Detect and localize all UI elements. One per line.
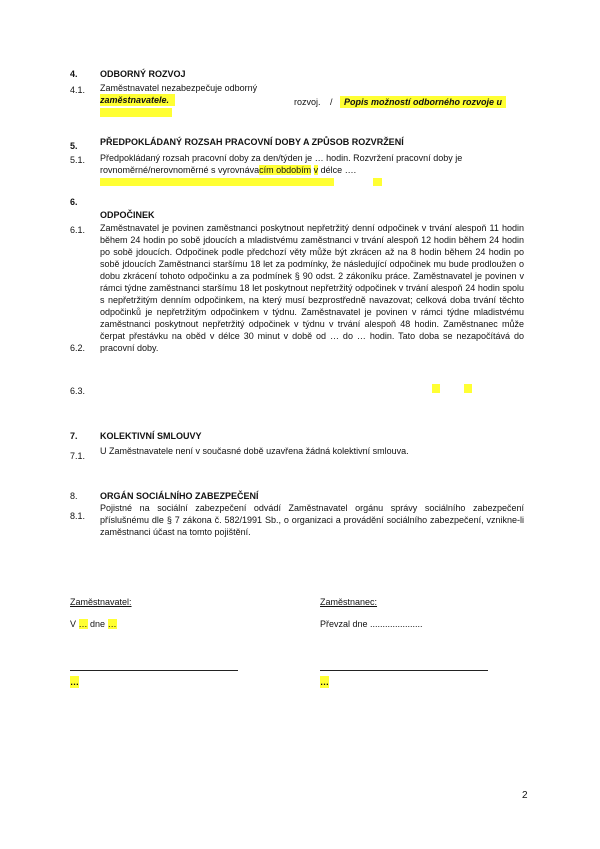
- section-5-1-text-line2: [100, 164, 356, 176]
- employer-place-date: [70, 618, 117, 630]
- section-4-number: 4.: [70, 69, 78, 79]
- section-5-1-text-e: délce ….: [318, 165, 357, 175]
- employee-signature-line: [320, 670, 488, 671]
- section-6-2-number: 6.2.: [70, 343, 86, 353]
- employer-name-placeholder: …: [70, 677, 79, 687]
- section-8-number: 8.: [70, 491, 78, 501]
- date-word: dne: [90, 619, 106, 629]
- section-4-1-employer-word: zaměstnavatele.: [100, 94, 175, 106]
- section-6-3-number: 6.3.: [70, 386, 86, 396]
- section-5-1-highlight-bar: [100, 178, 334, 186]
- section-5-1-highlight-v: v: [313, 165, 319, 175]
- employee-signature-label: Zaměstnanec:: [320, 597, 378, 607]
- section-7-number: 7.: [70, 431, 78, 441]
- section-4-1-text: Zaměstnavatel nezabezpečuje odborný: [100, 83, 258, 93]
- section-4-title: ODBORNÝ ROZVOJ: [100, 69, 186, 79]
- section-8-1-number: 8.1.: [70, 511, 86, 521]
- section-6-title: ODPOČINEK: [100, 210, 155, 220]
- section-6-3-highlight-box-1: [432, 384, 440, 393]
- section-5-1-text-a: rovnoměrné/nerovnoměrné s vyrovnáva: [100, 165, 260, 175]
- section-5-number: 5.: [70, 141, 78, 151]
- section-5-1-highlight-period: cím obdobím: [259, 165, 312, 175]
- section-5-1-highlight-box: [373, 178, 382, 186]
- section-7-1-text: U Zaměstnavatele není v současné době uzavřena žádná kolektivní smlouva.: [100, 446, 409, 456]
- section-6-1-number: 6.1.: [70, 225, 86, 235]
- section-4-1-mid-text: rozvoj.: [294, 97, 321, 107]
- employer-signature-label: Zaměstnavatel:: [70, 597, 132, 607]
- section-6-number: 6.: [70, 197, 78, 207]
- date-value: …: [107, 619, 117, 629]
- section-4-1-highlight-bar: [100, 108, 172, 117]
- section-7-1-number: 7.1.: [70, 451, 86, 461]
- section-6-paragraph: Zaměstnavatel je povinen zaměstnanci poskytnout nepřetržitý denní odpočinek v trvání alespoň 11 hodin během 24 hodin po sobě jdoucích a mladistvému zaměstnanci v trvání alespoň 12 hodin během 24 hodin po sobě jdoucích. Odpočinek podle předchozí věty může být zkrácen až na 8 hodin během 24 hodin po sobě jdoucích Zaměstnanci staršímu 18 let za podmínky, že následující odpočinek mu bude prodloužen o dobu zkrácení tohoto odpočinku a za podmínek § 90 odst. 2 zákoníku práce. Zaměstnavatel je povinen v rámci týdne zaměstnanci staršímu 18 let poskytnout nepřetržitý odpočinek v trvání alespoň 24 hodin spolu s nepřetržitým denním odpočinkem, na který musí bezprostředně navazovat; celková doba trvání těchto odpočinků je nepřetržitým odpočinkem v týdnu. Zaměstnavatel je povinen v rámci týdne mladistvému zaměstnanci poskytnout nepřetržitý odpočinek v týdnu v trvání alespoň 48 hodin. Zaměstnanec může čerpat přestávku na oběd v délce 30 minut v době od … do … hodin. Tato doba se nezapočítává do pracovní doby.: [100, 223, 524, 353]
- place-value: …: [78, 619, 88, 629]
- section-4-1-slash: /: [330, 97, 333, 107]
- section-6-3-highlight-box-2: [464, 384, 472, 393]
- employer-signature-line: [70, 670, 238, 671]
- employee-name-placeholder: …: [320, 677, 329, 687]
- section-7-title: KOLEKTIVNÍ SMLOUVY: [100, 431, 202, 441]
- section-8-1-text: Pojistné na sociální zabezpečení odvádí Zaměstnavatel orgánu správy sociálního zabezpečení příslušnému dle § 7 zákona č. 582/1991 Sb., o organizaci a provádění sociálního zabezpečení, vznikne-li zaměstnanci účast na tomto pojištění.: [100, 503, 524, 537]
- section-5-title: PŘEDPOKLÁDANÝ ROZSAH PRACOVNÍ DOBY A ZPŮSOB ROZVRŽENÍ: [100, 137, 404, 147]
- place-prefix: V: [70, 619, 77, 629]
- section-8-title: ORGÁN SOCIÁLNÍHO ZABEZPEČENÍ: [100, 491, 259, 501]
- section-4-1-number: 4.1.: [70, 85, 86, 95]
- employee-received-date: Převzal dne .....................: [320, 619, 423, 629]
- section-5-1-number: 5.1.: [70, 155, 86, 165]
- section-5-1-text-line1: Předpokládaný rozsah pracovní doby za den/týden je … hodin. Rozvržení pracovní doby je: [100, 153, 463, 163]
- section-4-1-hint: Popis možností odborného rozvoje u: [340, 96, 506, 108]
- page-number: 2: [522, 790, 528, 801]
